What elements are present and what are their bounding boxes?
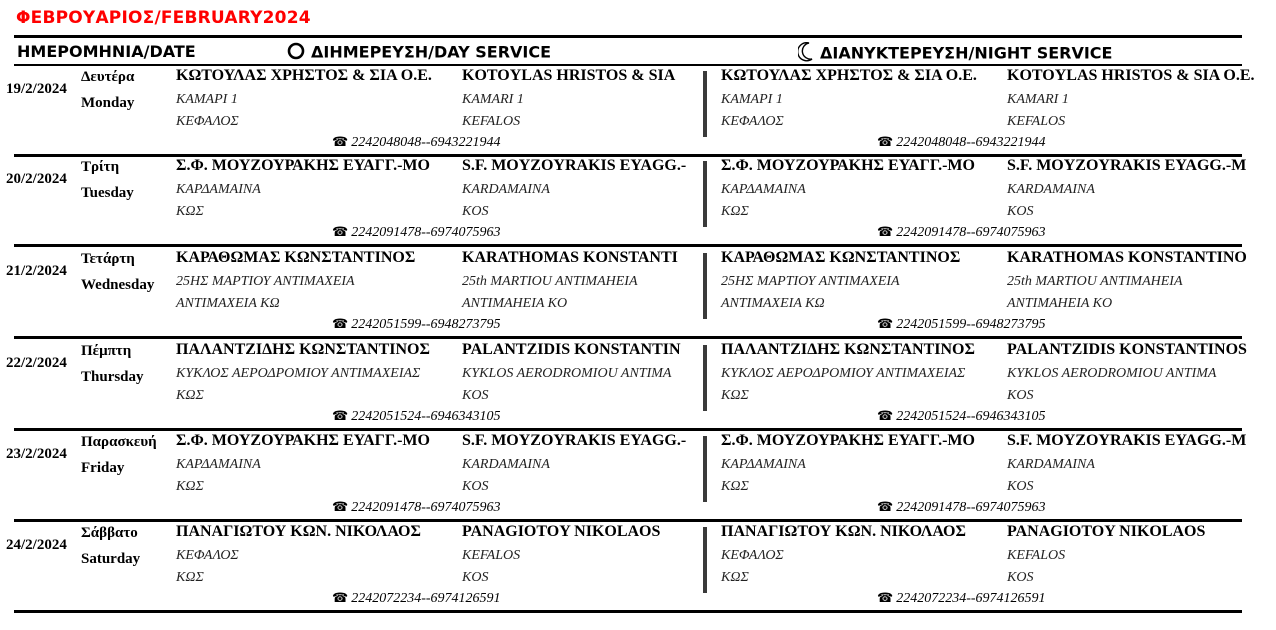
- phone-icon: ☎: [877, 408, 894, 423]
- phone-icon: ☎: [877, 499, 894, 514]
- pharmacy-town-en: KEFALOS: [1007, 114, 1066, 129]
- pharmacy-town-en: KOS: [462, 204, 489, 219]
- phone-number: 2242051524--6946343105: [351, 409, 501, 424]
- pharmacy-address-gr: ΚΕΦΑΛΟΣ: [721, 548, 784, 563]
- pharmacy-address-gr: 25ΗΣ ΜΑΡΤΙΟΥ ΑΝΤΙΜΑΧΕΙΑ: [721, 274, 900, 289]
- pharmacy-phone: [877, 408, 1046, 425]
- pharmacy-phone: [877, 224, 1046, 241]
- phone-icon: ☎: [877, 224, 894, 239]
- column-divider: [703, 161, 707, 227]
- pharmacy-town-en: ANTIMAHEIA KO: [1007, 296, 1113, 311]
- pharmacy-phone: [332, 316, 501, 333]
- pharmacy-name-gr: ΠΑΝΑΓΙΩΤΟΥ ΚΩΝ. ΝΙΚΟΛΑΟΣ: [176, 523, 421, 540]
- pharmacy-town-gr: ΚΩΣ: [721, 570, 749, 585]
- pharmacy-name-en: KARATHOMAS KONSTANTINO: [1007, 249, 1247, 266]
- pharmacy-town-gr: ΑΝΤΙΜΑΧΕΙΑ ΚΩ: [176, 296, 280, 311]
- pharmacy-name-gr: ΚΩΤΟΥΛΑΣ ΧΡΗΣΤΟΣ & ΣΙΑ Ο.Ε.: [176, 67, 432, 84]
- row-date: 19/2/2024: [6, 81, 67, 97]
- row-weekday-en: Friday: [81, 460, 125, 476]
- sun-icon: [287, 42, 305, 64]
- pharmacy-name-en: S.F. MOYZOYRAKIS EYAGG.-: [462, 157, 687, 174]
- date-column-header: [17, 42, 196, 61]
- row-separator: [14, 610, 1242, 613]
- pharmacy-phone: [332, 224, 501, 241]
- phone-number: 2242091478--6974075963: [896, 500, 1046, 515]
- pharmacy-name-gr: Σ.Φ. ΜΟΥΖΟΥΡΑΚΗΣ ΕΥΑΓΓ.-ΜΟ: [176, 432, 430, 449]
- column-divider: [703, 527, 707, 593]
- pharmacy-town-gr: ΑΝΤΙΜΑΧΕΙΑ ΚΩ: [721, 296, 825, 311]
- pharmacy-town-gr: ΚΩΣ: [721, 204, 749, 219]
- pharmacy-phone: [332, 499, 501, 516]
- pharmacy-address-en: KYKLOS AERODROMIOU ANTIMA: [462, 366, 672, 381]
- pharmacy-name-gr: ΚΩΤΟΥΛΑΣ ΧΡΗΣΤΟΣ & ΣΙΑ Ο.Ε.: [721, 67, 977, 84]
- pharmacy-address-gr: ΚΑΡΔΑΜΑΙΝΑ: [176, 182, 261, 197]
- phone-number: 2242051524--6946343105: [896, 409, 1046, 424]
- pharmacy-town-en: KOS: [1007, 479, 1034, 494]
- pharmacy-address-en: 25th MARTIOU ANTIMAHEIA: [1007, 274, 1183, 289]
- pharmacy-name-en: KOTOYLAS HRISTOS & SIA: [462, 67, 676, 84]
- phone-number: 2242051599--6948273795: [896, 317, 1046, 332]
- pharmacy-address-gr: ΚΥΚΛΟΣ ΑΕΡΟΔΡΟΜΙΟΥ ΑΝΤΙΜΑΧΕΙΑΣ: [176, 366, 421, 381]
- pharmacy-name-gr: ΠΑΝΑΓΙΩΤΟΥ ΚΩΝ. ΝΙΚΟΛΑΟΣ: [721, 523, 966, 540]
- pharmacy-town-gr: ΚΕΦΑΛΟΣ: [721, 114, 784, 129]
- pharmacy-address-en: KYKLOS AERODROMIOU ANTIMA: [1007, 366, 1217, 381]
- pharmacy-phone: [332, 134, 501, 151]
- schedule-row: [0, 430, 1276, 520]
- phone-number: 2242091478--6974075963: [896, 225, 1046, 240]
- moon-icon: [798, 42, 814, 66]
- night-service-label: ΔΙΑΝΥΚΤΕΡΕΥΣΗ/NIGHT SERVICE: [820, 43, 1113, 63]
- pharmacy-name-gr: ΠΑΛΑΝΤΖΙΔΗΣ ΚΩΝΣΤΑΝΤΙΝΟΣ: [721, 341, 975, 358]
- header-top-rule: [14, 35, 1242, 38]
- pharmacy-town-gr: ΚΩΣ: [721, 479, 749, 494]
- schedule-row: [0, 339, 1276, 429]
- column-divider: [703, 436, 707, 502]
- phone-icon: ☎: [332, 224, 349, 239]
- column-divider: [703, 345, 707, 411]
- phone-number: 2242091478--6974075963: [351, 225, 501, 240]
- pharmacy-phone: [332, 408, 501, 425]
- row-weekday-gr: Τετάρτη: [81, 251, 135, 267]
- row-weekday-en: Saturday: [81, 551, 141, 567]
- pharmacy-name-en: PANAGIOTOY NIKOLAOS: [462, 523, 661, 540]
- pharmacy-name-gr: Σ.Φ. ΜΟΥΖΟΥΡΑΚΗΣ ΕΥΑΓΓ.-ΜΟ: [176, 157, 430, 174]
- phone-number: 2242051599--6948273795: [351, 317, 501, 332]
- column-divider: [703, 71, 707, 137]
- day-service-header: [287, 42, 551, 64]
- pharmacy-town-en: KOS: [1007, 388, 1034, 403]
- row-weekday-gr: Παρασκευή: [81, 434, 157, 450]
- row-weekday-en: Tuesday: [81, 185, 134, 201]
- phone-number: 2242048048--6943221944: [896, 135, 1046, 150]
- pharmacy-town-gr: ΚΕΦΑΛΟΣ: [176, 114, 239, 129]
- row-weekday-gr: Σάββατο: [81, 525, 138, 541]
- pharmacy-town-en: KOS: [462, 570, 489, 585]
- column-divider: [703, 253, 707, 319]
- pharmacy-phone: [877, 316, 1046, 333]
- date-column-label: ΗΜΕΡΟΜΗΝΙΑ/DATE: [17, 42, 196, 61]
- pharmacy-town-gr: ΚΩΣ: [721, 388, 749, 403]
- pharmacy-town-en: KOS: [462, 388, 489, 403]
- pharmacy-name-gr: ΠΑΛΑΝΤΖΙΔΗΣ ΚΩΝΣΤΑΝΤΙΝΟΣ: [176, 341, 430, 358]
- schedule-row: [0, 521, 1276, 611]
- pharmacy-town-gr: ΚΩΣ: [176, 570, 204, 585]
- phone-icon: ☎: [332, 316, 349, 331]
- row-weekday-gr: Πέμπτη: [81, 343, 132, 359]
- pharmacy-address-gr: ΚΑΜΑΡΙ 1: [176, 92, 238, 107]
- pharmacy-name-en: S.F. MOYZOYRAKIS EYAGG.-M: [1007, 157, 1247, 174]
- day-service-label: ΔΙΗΜΕΡΕΥΣΗ/DAY SERVICE: [311, 42, 552, 62]
- pharmacy-name-gr: ΚΑΡΑΘΩΜΑΣ ΚΩΝΣΤΑΝΤΙΝΟΣ: [721, 249, 961, 266]
- pharmacy-address-gr: ΚΑΡΔΑΜΑΙΝΑ: [176, 457, 261, 472]
- row-date: 23/2/2024: [6, 446, 67, 462]
- pharmacy-address-gr: ΚΑΡΔΑΜΑΙΝΑ: [721, 457, 806, 472]
- pharmacy-address-en: KARDAMAINA: [1007, 182, 1095, 197]
- pharmacy-phone: [877, 134, 1046, 151]
- pharmacy-name-en: KOTOYLAS HRISTOS & SIA O.E.: [1007, 67, 1255, 84]
- phone-icon: ☎: [877, 316, 894, 331]
- phone-number: 2242072234--6974126591: [896, 591, 1046, 606]
- pharmacy-name-en: KARATHOMAS KONSTANTI: [462, 249, 678, 266]
- pharmacy-name-gr: ΚΑΡΑΘΩΜΑΣ ΚΩΝΣΤΑΝΤΙΝΟΣ: [176, 249, 416, 266]
- pharmacy-address-en: KARDAMAINA: [1007, 457, 1095, 472]
- pharmacy-name-en: S.F. MOYZOYRAKIS EYAGG.-M: [1007, 432, 1247, 449]
- page-title: ΦΕΒΡΟΥΑΡΙΟΣ/FEBRUARY2024: [16, 8, 311, 28]
- phone-icon: ☎: [877, 134, 894, 149]
- pharmacy-name-en: S.F. MOYZOYRAKIS EYAGG.-: [462, 432, 687, 449]
- night-service-header: [798, 42, 1112, 66]
- row-weekday-en: Thursday: [81, 369, 144, 385]
- row-weekday-gr: Δευτέρα: [81, 69, 135, 85]
- pharmacy-address-gr: ΚΑΡΔΑΜΑΙΝΑ: [721, 182, 806, 197]
- pharmacy-address-en: 25th MARTIOU ANTIMAHEIA: [462, 274, 638, 289]
- pharmacy-town-en: KOS: [462, 479, 489, 494]
- pharmacy-address-en: KAMARI 1: [1007, 92, 1069, 107]
- row-weekday-en: Monday: [81, 95, 135, 111]
- pharmacy-town-gr: ΚΩΣ: [176, 388, 204, 403]
- pharmacy-address-en: KARDAMAINA: [462, 182, 550, 197]
- pharmacy-name-gr: Σ.Φ. ΜΟΥΖΟΥΡΑΚΗΣ ΕΥΑΓΓ.-ΜΟ: [721, 157, 975, 174]
- pharmacy-phone: [877, 499, 1046, 516]
- phone-icon: ☎: [332, 408, 349, 423]
- row-date: 22/2/2024: [6, 355, 67, 371]
- pharmacy-phone: [877, 590, 1046, 607]
- pharmacy-town-en: ANTIMAHEIA KO: [462, 296, 568, 311]
- pharmacy-town-en: KOS: [1007, 204, 1034, 219]
- pharmacy-address-gr: ΚΥΚΛΟΣ ΑΕΡΟΔΡΟΜΙΟΥ ΑΝΤΙΜΑΧΕΙΑΣ: [721, 366, 966, 381]
- row-date: 21/2/2024: [6, 263, 67, 279]
- phone-icon: ☎: [877, 590, 894, 605]
- row-date: 20/2/2024: [6, 171, 67, 187]
- pharmacy-address-gr: ΚΑΜΑΡΙ 1: [721, 92, 783, 107]
- pharmacy-name-en: PALANTZIDIS KONSTANTINOS: [1007, 341, 1247, 358]
- pharmacy-town-gr: ΚΩΣ: [176, 479, 204, 494]
- pharmacy-address-en: KEFALOS: [462, 548, 521, 563]
- pharmacy-address-gr: ΚΕΦΑΛΟΣ: [176, 548, 239, 563]
- pharmacy-town-en: KOS: [1007, 570, 1034, 585]
- row-weekday-en: Wednesday: [81, 277, 155, 293]
- pharmacy-address-en: KARDAMAINA: [462, 457, 550, 472]
- row-weekday-gr: Τρίτη: [81, 159, 120, 175]
- phone-number: 2242072234--6974126591: [351, 591, 501, 606]
- schedule-row: [0, 247, 1276, 337]
- phone-icon: ☎: [332, 590, 349, 605]
- phone-number: 2242091478--6974075963: [351, 500, 501, 515]
- pharmacy-address-en: KAMARI 1: [462, 92, 524, 107]
- phone-icon: ☎: [332, 134, 349, 149]
- phone-number: 2242048048--6943221944: [351, 135, 501, 150]
- pharmacy-address-en: KEFALOS: [1007, 548, 1066, 563]
- pharmacy-town-gr: ΚΩΣ: [176, 204, 204, 219]
- pharmacy-address-gr: 25ΗΣ ΜΑΡΤΙΟΥ ΑΝΤΙΜΑΧΕΙΑ: [176, 274, 355, 289]
- pharmacy-name-gr: Σ.Φ. ΜΟΥΖΟΥΡΑΚΗΣ ΕΥΑΓΓ.-ΜΟ: [721, 432, 975, 449]
- row-date: 24/2/2024: [6, 537, 67, 553]
- phone-icon: ☎: [332, 499, 349, 514]
- pharmacy-name-en: PANAGIOTOY NIKOLAOS: [1007, 523, 1206, 540]
- schedule-row: [0, 155, 1276, 245]
- schedule-row: [0, 65, 1276, 155]
- pharmacy-phone: [332, 590, 501, 607]
- pharmacy-town-en: KEFALOS: [462, 114, 521, 129]
- pharmacy-name-en: PALANTZIDIS KONSTANTIN: [462, 341, 681, 358]
